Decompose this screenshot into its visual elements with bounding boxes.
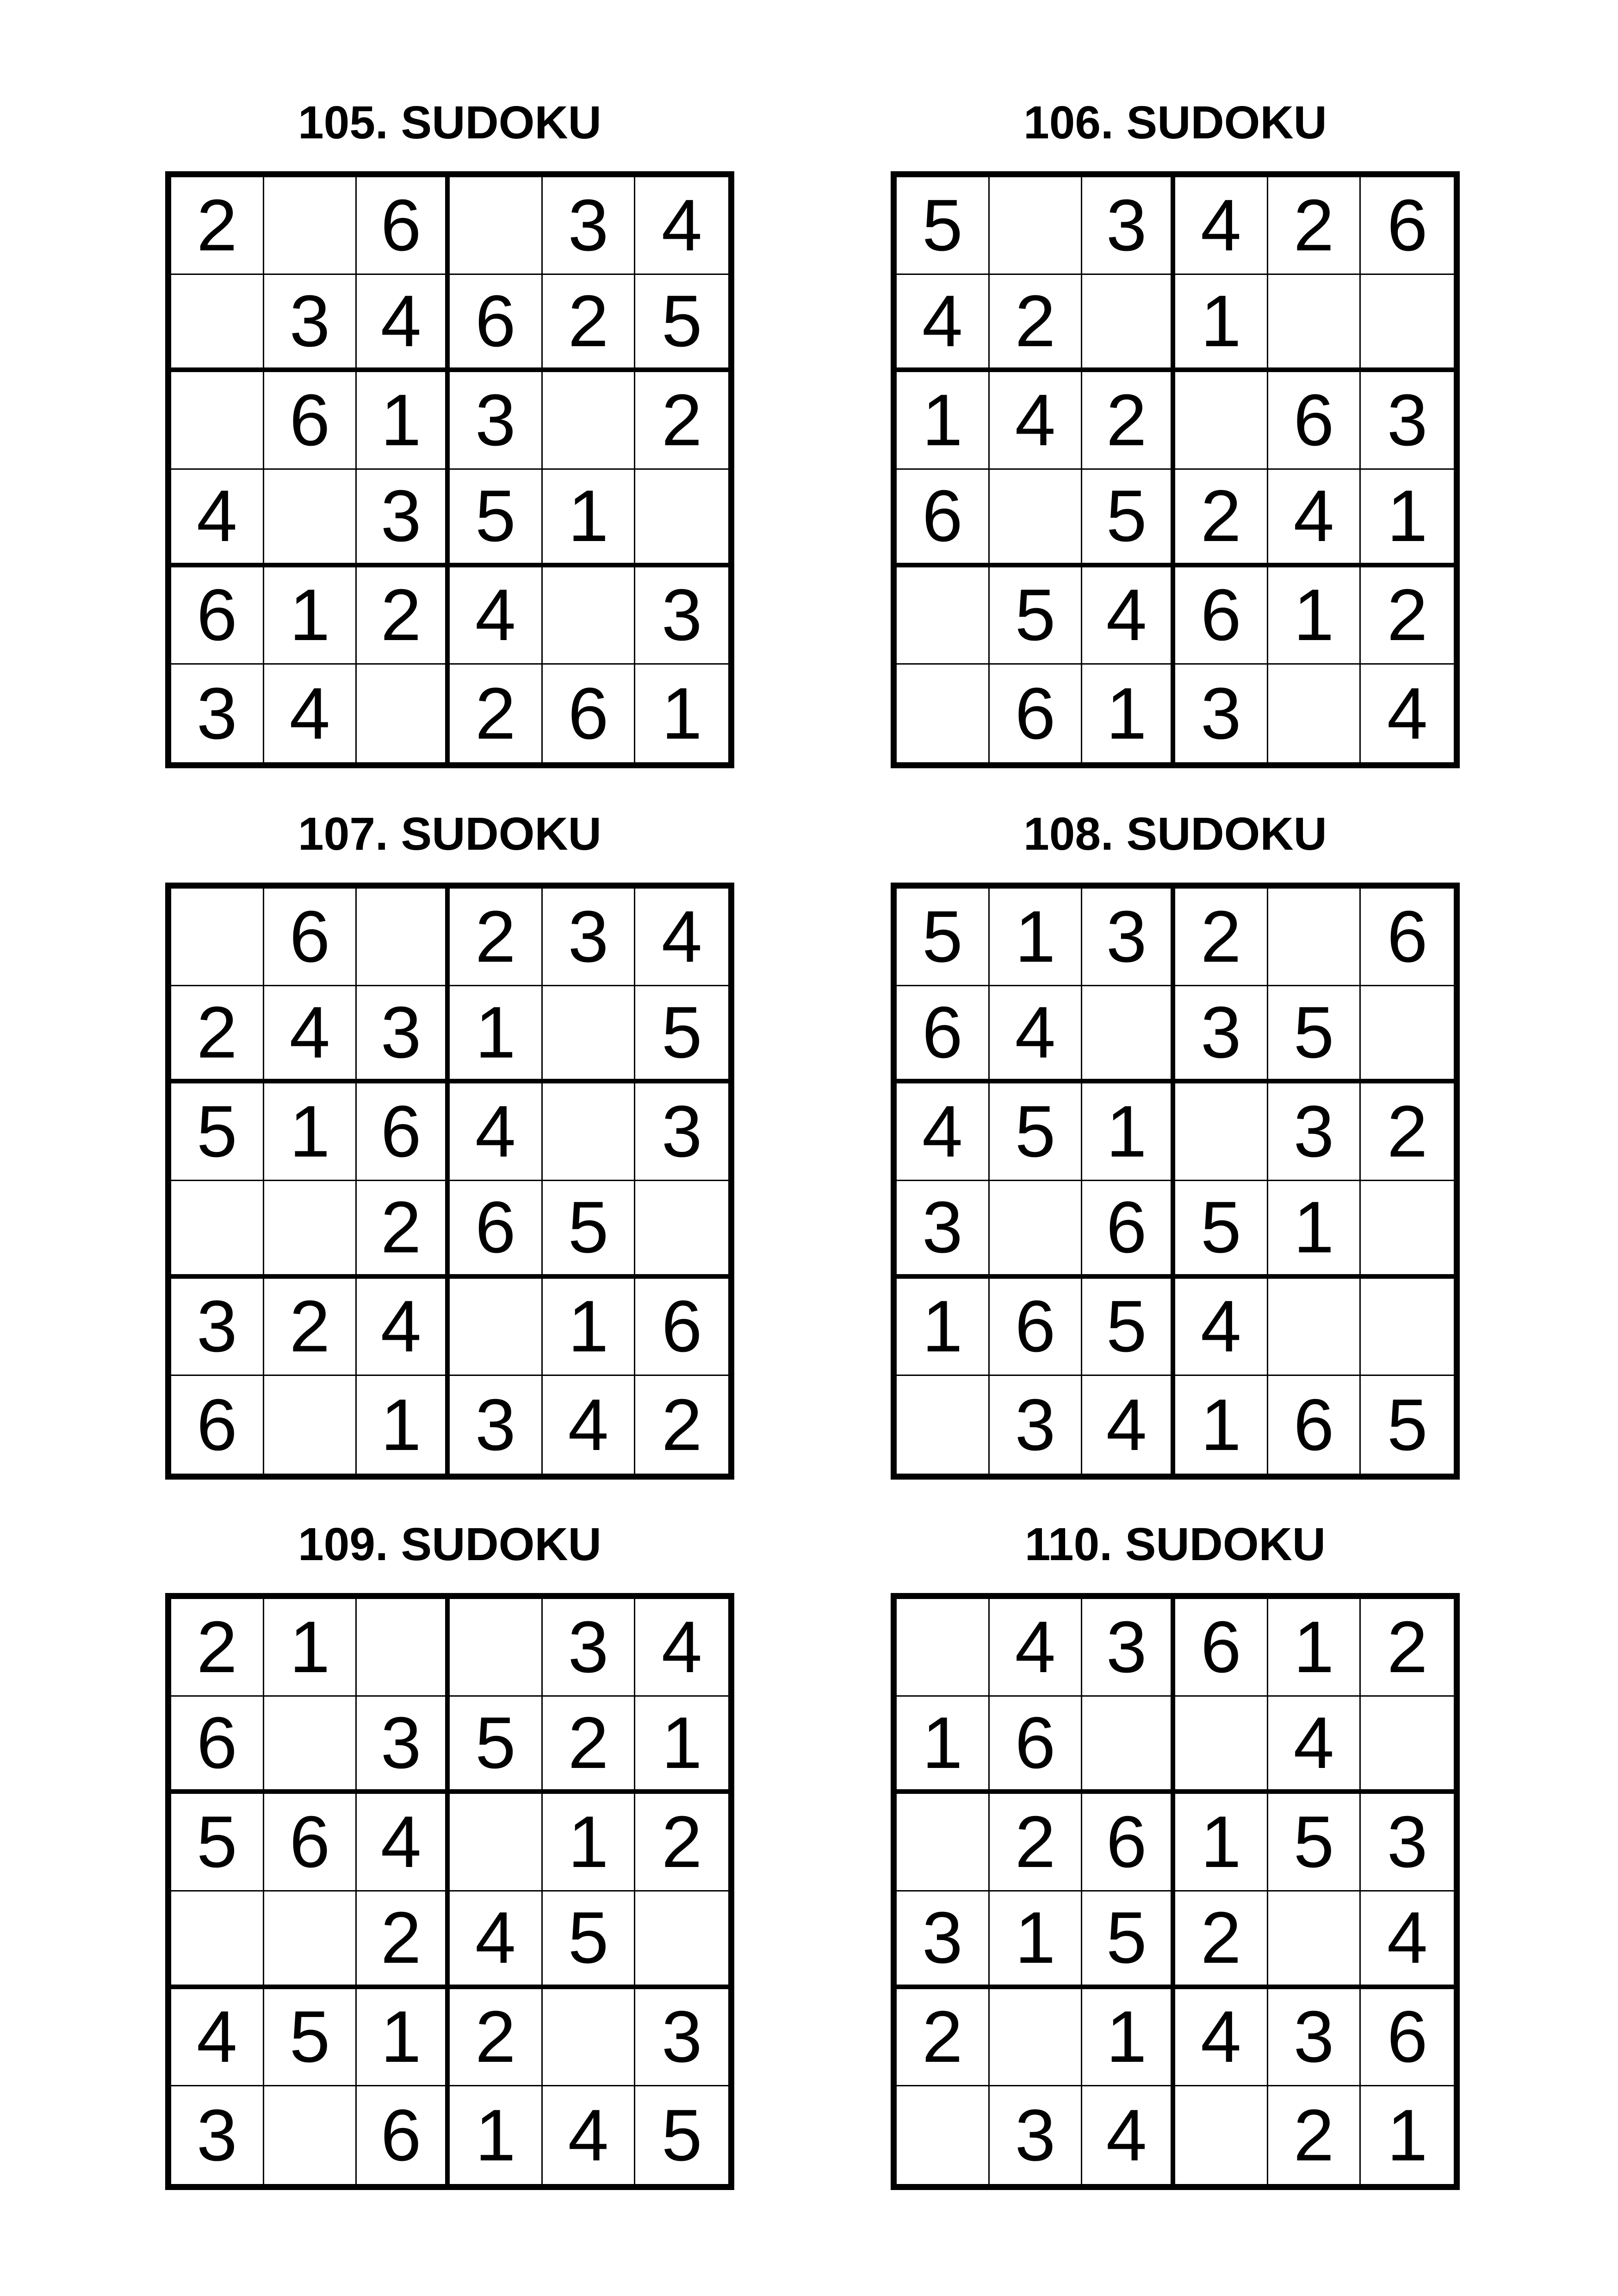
sudoku-cell: 2 (990, 1794, 1083, 1892)
sudoku-cell: 1 (357, 372, 450, 470)
sudoku-puzzle-108 (891, 799, 1460, 1466)
sudoku-cell: 4 (990, 986, 1083, 1084)
sudoku-cell: 2 (450, 665, 543, 762)
sudoku-cell: 5 (661, 2094, 702, 2176)
sudoku-cell: 4 (990, 1599, 1083, 1697)
sudoku-cell: 6 (450, 1181, 543, 1279)
sudoku-cell: 6 (1082, 1181, 1175, 1279)
sudoku-cell: 6 (635, 1279, 728, 1376)
sudoku-cell: 6 (1361, 177, 1454, 275)
sudoku-cell: 3 (990, 1376, 1083, 1474)
sudoku-cell (1175, 1697, 1268, 1794)
sudoku-cell: 4 (1175, 1989, 1268, 2087)
sudoku-cell: 5 (635, 986, 728, 1084)
sudoku-cell (543, 1989, 636, 2087)
sudoku-cell (897, 1376, 990, 1474)
sudoku-cell: 6 (990, 1697, 1083, 1794)
sudoku-cell: 5 (543, 1892, 636, 1989)
sudoku-cell: 1 (990, 889, 1083, 986)
sudoku-cell (264, 2086, 357, 2184)
sudoku-cell: 4 (357, 275, 450, 373)
sudoku-cell (543, 1083, 636, 1181)
sudoku-cell: 4 (990, 372, 1083, 470)
sudoku-puzzle-109 (165, 1510, 734, 2176)
sudoku-cell: 1 (1387, 2094, 1428, 2176)
sudoku-cell: 5 (990, 1083, 1083, 1181)
sudoku-cell (264, 1181, 357, 1279)
sudoku-cell: 1 (897, 1279, 990, 1376)
sudoku-grid (891, 883, 1460, 1480)
sudoku-cell: 6 (171, 567, 264, 665)
sudoku-cell: 6 (171, 1697, 264, 1794)
sudoku-cell (264, 470, 357, 567)
sudoku-cell: 1 (1082, 1989, 1175, 2087)
sudoku-cell: 1 (635, 1697, 728, 1794)
sudoku-cell: 4 (264, 986, 357, 1084)
sudoku-cell: 3 (635, 1989, 728, 2087)
sudoku-cell: 6 (1175, 567, 1268, 665)
sudoku-cell: 2 (897, 1989, 990, 2087)
sudoku-cell: 1 (897, 1697, 990, 1794)
sudoku-cell: 4 (1082, 2086, 1175, 2184)
sudoku-cell: 1 (264, 567, 357, 665)
sudoku-cell: 2 (635, 1794, 728, 1892)
sudoku-cell: 6 (1268, 1376, 1361, 1474)
sudoku-cell: 1 (661, 672, 702, 754)
sudoku-cell: 2 (450, 1989, 543, 2087)
sudoku-cell: 6 (264, 1794, 357, 1892)
sudoku-cell (1268, 665, 1361, 762)
sudoku-cell: 4 (1268, 470, 1361, 567)
sudoku-cell: 2 (264, 1279, 357, 1376)
sudoku-grid (165, 171, 734, 768)
sudoku-cell: 3 (635, 1083, 728, 1181)
sudoku-cell (357, 1599, 450, 1697)
sudoku-cell: 1 (543, 1279, 636, 1376)
sudoku-cell: 4 (171, 1989, 264, 2087)
sudoku-cell: 6 (1361, 889, 1454, 986)
sudoku-cell: 6 (1175, 1599, 1268, 1697)
sudoku-grid (891, 1593, 1460, 2190)
sudoku-cell: 2 (543, 275, 636, 373)
sudoku-cell (1268, 1279, 1361, 1376)
sudoku-cell: 3 (1268, 1083, 1361, 1181)
sudoku-cell (357, 665, 450, 762)
sudoku-cell: 3 (543, 889, 636, 986)
sudoku-cell: 5 (1387, 1384, 1428, 1466)
sudoku-cell: 2 (661, 1384, 702, 1466)
sudoku-cell: 6 (1361, 1989, 1454, 2087)
sudoku-puzzle-106 (891, 88, 1460, 754)
sudoku-cell: 2 (1175, 470, 1268, 567)
puzzle-title: 110. SUDOKU (1024, 1518, 1326, 1570)
sudoku-cell: 3 (1175, 986, 1268, 1084)
sudoku-cell (990, 1989, 1083, 2087)
sudoku-cell (1082, 986, 1175, 1084)
sudoku-cell: 4 (357, 1279, 450, 1376)
sudoku-cell (1175, 1083, 1268, 1181)
sudoku-cell: 6 (543, 665, 636, 762)
sudoku-cell (1082, 275, 1175, 373)
sudoku-cell (635, 1181, 728, 1279)
sudoku-cell (171, 1892, 264, 1989)
sudoku-cell: 4 (450, 1083, 543, 1181)
sudoku-cell: 5 (1268, 1794, 1361, 1892)
sudoku-cell: 4 (1387, 672, 1428, 754)
sudoku-cell: 1 (1082, 665, 1175, 762)
sudoku-cell: 3 (357, 470, 450, 567)
sudoku-cell (990, 1181, 1083, 1279)
sudoku-cell: 5 (1082, 1279, 1175, 1376)
sudoku-cell (897, 665, 990, 762)
sudoku-cell: 2 (1082, 372, 1175, 470)
sudoku-cell: 3 (1082, 889, 1175, 986)
sudoku-cell: 2 (357, 1181, 450, 1279)
sudoku-cell: 4 (1361, 1892, 1454, 1989)
sudoku-cell: 2 (1361, 1083, 1454, 1181)
sudoku-cell: 3 (1175, 665, 1268, 762)
puzzle-title: 105. SUDOKU (298, 97, 601, 149)
sudoku-cell (543, 567, 636, 665)
sudoku-cell: 3 (450, 372, 543, 470)
sudoku-puzzle-105 (165, 88, 734, 754)
sudoku-cell: 1 (1268, 1599, 1361, 1697)
sudoku-cell: 2 (357, 567, 450, 665)
sudoku-cell: 3 (1082, 177, 1175, 275)
sudoku-cell: 2 (1361, 1599, 1454, 1697)
sudoku-cell: 3 (171, 665, 264, 762)
sudoku-cell: 1 (450, 986, 543, 1084)
sudoku-cell: 1 (357, 1989, 450, 2087)
sudoku-cell (897, 1599, 990, 1697)
sudoku-cell (264, 1892, 357, 1989)
sudoku-cell: 3 (450, 1376, 543, 1474)
sudoku-cell: 2 (1268, 2086, 1361, 2184)
sudoku-cell: 6 (897, 986, 990, 1084)
sudoku-cell: 4 (171, 470, 264, 567)
sudoku-cell: 5 (1082, 1892, 1175, 1989)
sudoku-cell (1175, 2086, 1268, 2184)
sudoku-cell (1361, 1697, 1454, 1794)
sudoku-cell: 5 (543, 1181, 636, 1279)
sudoku-cell: 5 (897, 177, 990, 275)
sudoku-cell: 3 (543, 1599, 636, 1697)
sudoku-cell: 2 (990, 275, 1083, 373)
sudoku-cell: 6 (357, 177, 450, 275)
puzzle-title: 108. SUDOKU (1023, 808, 1327, 860)
sudoku-cell: 6 (1082, 1794, 1175, 1892)
sudoku-cell: 3 (897, 1181, 990, 1279)
puzzle-title: 106. SUDOKU (1023, 97, 1327, 149)
sudoku-cell: 2 (1268, 177, 1361, 275)
sudoku-cell: 4 (635, 889, 728, 986)
sudoku-cell: 1 (450, 2086, 543, 2184)
sudoku-cell: 4 (1268, 1697, 1361, 1794)
sudoku-cell: 3 (264, 275, 357, 373)
sudoku-cell: 5 (171, 1083, 264, 1181)
sudoku-cell: 6 (264, 372, 357, 470)
sudoku-cell: 3 (897, 1892, 990, 1989)
sudoku-cell: 5 (1268, 986, 1361, 1084)
sudoku-cell: 1 (990, 1892, 1083, 1989)
sudoku-cell (635, 470, 728, 567)
sudoku-cell: 2 (1361, 567, 1454, 665)
sudoku-cell: 4 (1175, 1279, 1268, 1376)
sudoku-cell: 1 (1175, 1794, 1268, 1892)
sudoku-cell: 4 (635, 177, 728, 275)
sudoku-cell: 3 (1361, 372, 1454, 470)
sudoku-cell (171, 1181, 264, 1279)
sudoku-cell (1082, 1697, 1175, 1794)
sudoku-cell: 1 (1175, 1376, 1268, 1474)
sudoku-cell (1268, 275, 1361, 373)
sudoku-grid (165, 883, 734, 1480)
sudoku-cell: 1 (357, 1376, 450, 1474)
sudoku-cell: 4 (357, 1794, 450, 1892)
sudoku-cell (897, 567, 990, 665)
sudoku-grid (165, 1593, 734, 2190)
sudoku-cell: 1 (1082, 1083, 1175, 1181)
sudoku-cell: 5 (990, 567, 1083, 665)
sudoku-cell: 2 (171, 1599, 264, 1697)
sudoku-cell (543, 372, 636, 470)
sudoku-cell: 2 (543, 1697, 636, 1794)
sudoku-cell (171, 889, 264, 986)
sudoku-cell (1361, 275, 1454, 373)
sudoku-cell: 3 (171, 1279, 264, 1376)
sudoku-cell: 5 (171, 1794, 264, 1892)
sudoku-cell (635, 1892, 728, 1989)
sudoku-cell: 3 (1082, 1599, 1175, 1697)
sudoku-cell: 2 (171, 986, 264, 1084)
sudoku-cell (264, 1697, 357, 1794)
sudoku-cell: 5 (450, 470, 543, 567)
sudoku-cell (264, 1376, 357, 1474)
sudoku-cell: 6 (1268, 372, 1361, 470)
sudoku-cell: 3 (171, 2086, 264, 2184)
sudoku-cell: 6 (990, 665, 1083, 762)
sudoku-cell (450, 1599, 543, 1697)
sudoku-cell: 2 (171, 177, 264, 275)
sudoku-cell (171, 372, 264, 470)
sudoku-cell: 6 (264, 889, 357, 986)
sudoku-cell: 5 (897, 889, 990, 986)
sudoku-cell (1268, 1892, 1361, 1989)
sudoku-cell: 1 (543, 1794, 636, 1892)
sudoku-cell (1175, 372, 1268, 470)
sudoku-cell: 1 (1361, 470, 1454, 567)
sudoku-cell (897, 2086, 990, 2184)
sudoku-cell: 3 (1361, 1794, 1454, 1892)
puzzle-title: 109. SUDOKU (298, 1518, 601, 1570)
sudoku-grid (891, 171, 1460, 768)
sudoku-cell: 4 (897, 1083, 990, 1181)
sudoku-cell: 4 (1175, 177, 1268, 275)
sudoku-cell: 1 (1268, 1181, 1361, 1279)
sudoku-cell (450, 1794, 543, 1892)
sudoku-cell: 5 (635, 275, 728, 373)
sudoku-cell: 4 (1082, 567, 1175, 665)
sudoku-cell (1361, 986, 1454, 1084)
sudoku-cell: 6 (357, 2086, 450, 2184)
sudoku-cell: 4 (450, 567, 543, 665)
sudoku-cell: 3 (635, 567, 728, 665)
sudoku-cell (543, 986, 636, 1084)
sudoku-cell: 1 (1268, 567, 1361, 665)
sudoku-cell: 4 (264, 665, 357, 762)
sudoku-cell: 4 (543, 2086, 636, 2184)
sudoku-cell: 2 (1175, 889, 1268, 986)
sudoku-cell (990, 177, 1083, 275)
sudoku-cell (990, 470, 1083, 567)
sudoku-cell: 5 (1175, 1181, 1268, 1279)
sudoku-cell (264, 177, 357, 275)
sudoku-cell: 1 (264, 1599, 357, 1697)
sudoku-cell: 5 (264, 1989, 357, 2087)
sudoku-cell: 2 (1175, 1892, 1268, 1989)
sudoku-cell: 2 (357, 1892, 450, 1989)
sudoku-cell: 3 (357, 986, 450, 1084)
sudoku-cell: 3 (543, 177, 636, 275)
sudoku-cell: 1 (543, 470, 636, 567)
sudoku-cell (1361, 1279, 1454, 1376)
sudoku-cell (1268, 889, 1361, 986)
sudoku-cell: 5 (450, 1697, 543, 1794)
sudoku-cell: 4 (635, 1599, 728, 1697)
sudoku-cell: 5 (1082, 470, 1175, 567)
sudoku-cell: 1 (897, 372, 990, 470)
sudoku-puzzle-110 (891, 1510, 1460, 2176)
sudoku-cell: 3 (990, 2086, 1083, 2184)
sudoku-cell: 6 (450, 275, 543, 373)
sudoku-cell: 6 (171, 1376, 264, 1474)
sudoku-cell: 6 (990, 1279, 1083, 1376)
puzzle-title: 107. SUDOKU (298, 808, 601, 860)
sudoku-cell (897, 1794, 990, 1892)
sudoku-cell (357, 889, 450, 986)
sudoku-cell: 2 (635, 372, 728, 470)
sudoku-cell: 4 (543, 1376, 636, 1474)
sudoku-cell: 4 (897, 275, 990, 373)
sudoku-cell (171, 275, 264, 373)
sudoku-cell: 1 (1175, 275, 1268, 373)
sudoku-cell: 2 (450, 889, 543, 986)
sudoku-cell (450, 1279, 543, 1376)
sudoku-cell: 6 (897, 470, 990, 567)
sudoku-cell: 6 (357, 1083, 450, 1181)
sudoku-cell: 3 (357, 1697, 450, 1794)
sudoku-cell: 3 (1268, 1989, 1361, 2087)
sudoku-puzzle-107 (165, 799, 734, 1466)
sudoku-cell: 4 (1082, 1376, 1175, 1474)
sudoku-cell: 1 (264, 1083, 357, 1181)
sudoku-cell: 4 (450, 1892, 543, 1989)
sudoku-cell (450, 177, 543, 275)
sudoku-cell (1361, 1181, 1454, 1279)
